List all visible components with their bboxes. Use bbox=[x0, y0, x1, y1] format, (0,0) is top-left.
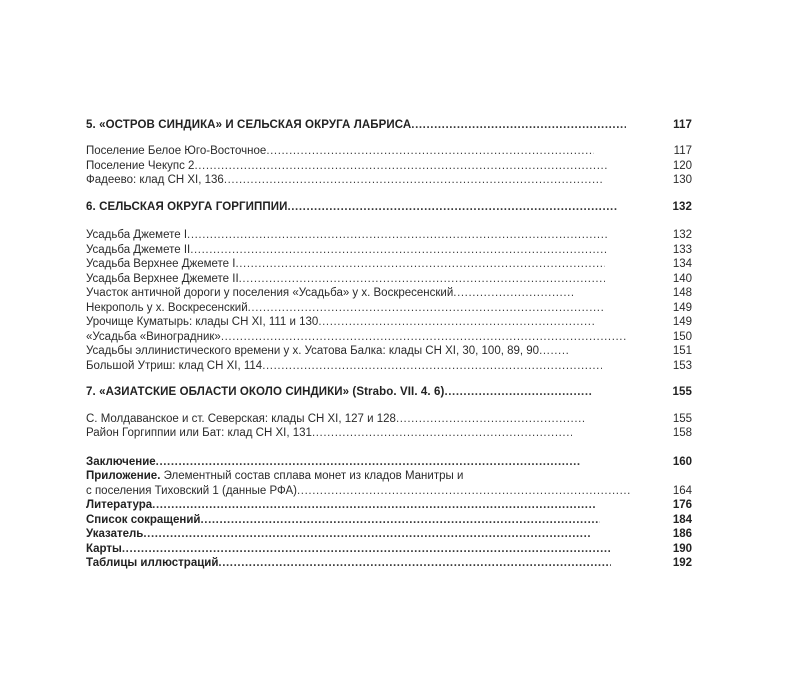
dot-leader bbox=[312, 426, 572, 440]
entry-title: Указатель bbox=[86, 528, 144, 540]
entry-title: С. Молдаванское и ст. Северская: клады СН XI, 127 и 128 bbox=[86, 412, 396, 425]
page-number: 155 bbox=[672, 386, 692, 398]
entry-title: Заключение bbox=[86, 455, 156, 468]
entry-title: Список сокращений bbox=[86, 513, 201, 526]
entry-title: Усадьба Верхнее Джемете II bbox=[86, 272, 239, 285]
toc-entry[interactable] bbox=[86, 144, 692, 159]
toc-entry[interactable] bbox=[86, 158, 692, 173]
dot-leader bbox=[318, 315, 596, 329]
page-number: 132 bbox=[672, 229, 692, 241]
entry-title: Карты bbox=[86, 542, 122, 555]
toc-entry[interactable] bbox=[86, 242, 692, 257]
page-number: 148 bbox=[672, 287, 692, 299]
toc-entry[interactable] bbox=[86, 411, 692, 426]
dot-leader bbox=[248, 301, 603, 315]
dot-leader bbox=[297, 484, 632, 498]
entry-title: Усадьбы эллинистического времени у х. Усатова Балка: клады СН XI, 30, 100, 89, 90 bbox=[86, 345, 540, 357]
entry-title: Большой Утриш: клад СН XI, 114 bbox=[86, 359, 263, 372]
page-number: 149 bbox=[672, 316, 692, 328]
entry-title: Урочище Куматырь: клады СН XI, 111 и 130 bbox=[86, 316, 319, 328]
toc-appendix-line1[interactable] bbox=[86, 469, 692, 484]
toc-entry[interactable] bbox=[86, 173, 692, 188]
chapter-title: 7. «АЗИАТСКИЕ ОБЛАСТИ ОКОЛО СИНДИКИ» (Strabo. VII. 4. 6) bbox=[86, 386, 445, 398]
entry-title: Литература bbox=[86, 499, 153, 511]
toc-abbreviations[interactable] bbox=[86, 512, 692, 527]
entry-title: Фадеево: клад СН XI, 136 bbox=[86, 174, 224, 186]
page-number: 184 bbox=[672, 513, 692, 526]
dot-leader bbox=[287, 200, 617, 214]
page-number: 176 bbox=[672, 499, 692, 511]
dot-leader bbox=[122, 542, 610, 556]
toc-index[interactable] bbox=[86, 527, 692, 542]
page-number: 133 bbox=[672, 243, 692, 256]
entry-title: Усадьба Джемете I bbox=[86, 229, 188, 241]
page-number: 186 bbox=[672, 528, 692, 540]
toc-entry[interactable] bbox=[86, 358, 692, 373]
toc-entry[interactable] bbox=[86, 228, 692, 243]
chapter-title: 5. «ОСТРОВ СИНДИКА» И СЕЛЬСКАЯ ОКРУГА ЛАБРИСА bbox=[86, 118, 412, 131]
dot-leader bbox=[235, 257, 605, 271]
page-number: 164 bbox=[672, 484, 692, 497]
dot-leader bbox=[152, 498, 597, 512]
appendix-title-line1: Элементный состав сплава монет из кладов Манитры и bbox=[163, 469, 464, 482]
page-number: 158 bbox=[672, 427, 692, 439]
toc-entry[interactable] bbox=[86, 315, 692, 330]
chapter-title: 6. СЕЛЬСКАЯ ОКРУГА ГОРГИППИИ bbox=[86, 200, 288, 213]
dot-leader bbox=[194, 159, 607, 173]
page-number: 120 bbox=[672, 159, 692, 172]
dot-leader bbox=[200, 513, 600, 527]
page-number: 117 bbox=[673, 118, 692, 131]
dot-leader bbox=[187, 228, 607, 242]
entry-title: Усадьба Джемете II bbox=[86, 243, 191, 256]
appendix-label: Приложение. bbox=[86, 469, 161, 482]
page-number: 134 bbox=[672, 258, 692, 270]
toc-appendix-line2[interactable] bbox=[86, 483, 692, 498]
dot-leader bbox=[190, 243, 608, 257]
dot-leader bbox=[156, 455, 581, 469]
dot-leader bbox=[539, 344, 569, 358]
dot-leader bbox=[143, 527, 591, 541]
chapter-6-heading[interactable] bbox=[86, 199, 692, 214]
dot-leader bbox=[266, 144, 594, 158]
toc-entry[interactable] bbox=[86, 271, 692, 286]
appendix-title-line2: с поселения Тиховский 1 (данные РФА) bbox=[86, 484, 298, 497]
page-number: 160 bbox=[672, 455, 692, 468]
toc-entry[interactable] bbox=[86, 344, 692, 359]
entry-title: Усадьба Верхнее Джемете I bbox=[86, 258, 236, 270]
toc-literature[interactable] bbox=[86, 498, 692, 513]
table-of-contents bbox=[86, 117, 692, 570]
toc-entry[interactable] bbox=[86, 286, 692, 301]
entry-title: «Усадьба «Виноградник» bbox=[86, 330, 221, 343]
chapter-5-heading[interactable] bbox=[86, 117, 692, 132]
entry-title: Поселение Чекупс 2 bbox=[86, 159, 195, 172]
entry-title: Район Горгиппии или Бат: клад СН XI, 131 bbox=[86, 427, 312, 439]
page-number: 190 bbox=[672, 542, 692, 555]
dot-leader bbox=[411, 118, 626, 132]
toc-plates[interactable] bbox=[86, 556, 692, 571]
toc-entry[interactable] bbox=[86, 329, 692, 344]
toc-entry[interactable] bbox=[86, 257, 692, 272]
page-number: 192 bbox=[672, 557, 692, 569]
page-number: 130 bbox=[672, 174, 692, 186]
entry-title: Некрополь у х. Воскресенский bbox=[86, 301, 248, 314]
page-number: 150 bbox=[672, 330, 692, 343]
dot-leader bbox=[453, 286, 573, 300]
page-number: 117 bbox=[673, 145, 692, 157]
dot-leader bbox=[218, 556, 611, 570]
entry-title: Поселение Белое Юго-Восточное bbox=[86, 145, 267, 157]
dot-leader bbox=[396, 412, 586, 426]
dot-leader bbox=[224, 173, 604, 187]
page-number: 149 bbox=[672, 301, 692, 314]
dot-leader bbox=[262, 359, 602, 373]
dot-leader bbox=[221, 330, 626, 344]
toc-conclusion[interactable] bbox=[86, 454, 692, 469]
page-number: 151 bbox=[672, 345, 692, 357]
chapter-7-heading[interactable] bbox=[86, 385, 692, 400]
toc-entry[interactable] bbox=[86, 300, 692, 315]
toc-maps[interactable] bbox=[86, 541, 692, 556]
entry-title: Участок античной дороги у поселения «Усадьба» у х. Воскресенский bbox=[86, 287, 454, 299]
toc-entry[interactable] bbox=[86, 426, 692, 441]
page-number: 155 bbox=[672, 412, 692, 425]
page-number: 153 bbox=[672, 359, 692, 372]
entry-title: Таблицы иллюстраций bbox=[86, 557, 219, 569]
page-number: 132 bbox=[672, 200, 692, 213]
dot-leader bbox=[444, 385, 592, 399]
dot-leader bbox=[239, 272, 605, 286]
page-number: 140 bbox=[672, 272, 692, 285]
